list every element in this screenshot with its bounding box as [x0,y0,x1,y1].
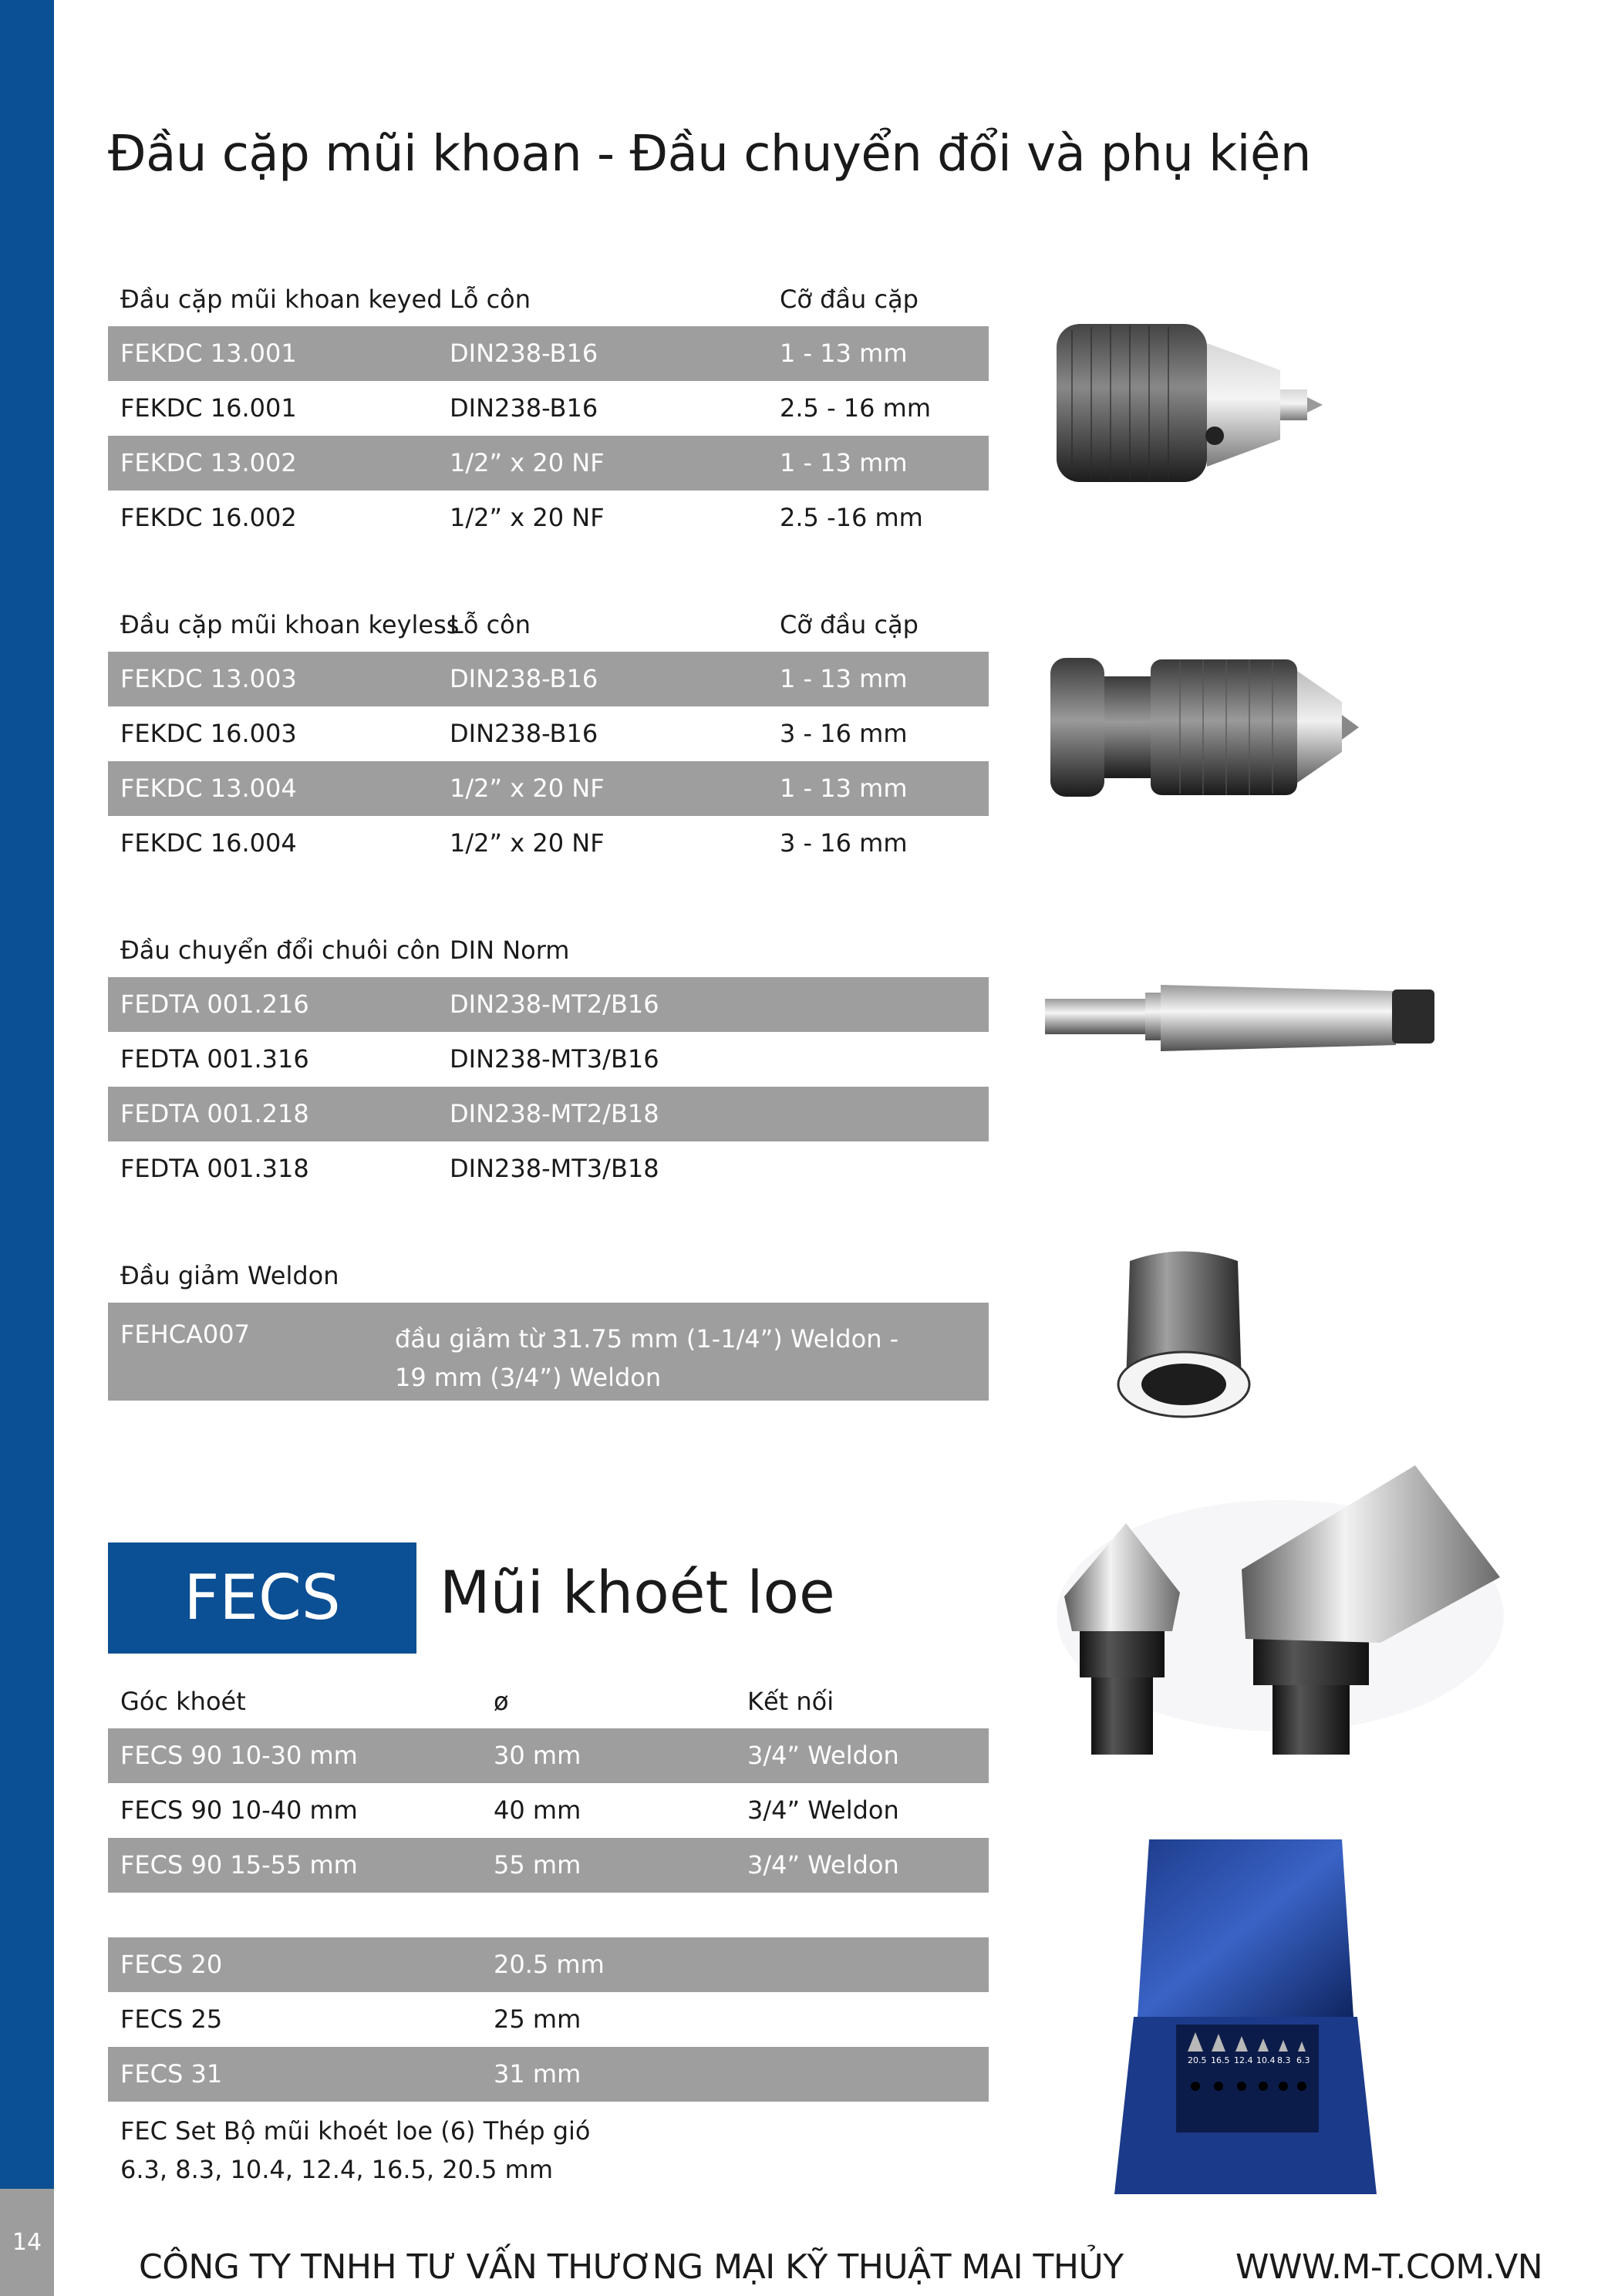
product-code: FEDTA 001.216 [120,990,309,1019]
taper-adapter-image [1041,976,1442,1060]
chuck-size: 1 - 13 mm [780,448,908,477]
product-code: FEKDC 13.001 [120,339,297,368]
product-code: FEKDC 16.002 [120,503,297,532]
page-number: 14 [12,2229,42,2256]
column-header: Đầu cặp mũi khoan keyless [120,610,460,639]
table-header [108,598,989,652]
set-description-line: FEC Set Bộ mũi khoét loe (6) Thép gió [120,2116,591,2146]
table-row [108,2047,989,2102]
chuck-size: 2.5 - 16 mm [780,393,932,423]
product-code: FEKDC 16.003 [120,719,297,748]
footer-company-name: CÔNG TY TNHH TƯ VẤN THƯƠNG MẠI KỸ THUẬT MAI THỦY [139,2247,1124,2287]
chuck-size: 3 - 16 mm [780,828,908,858]
product-description [395,1320,950,1397]
product-code: FECS 90 15-55 mm [120,1850,358,1880]
footer-website[interactable]: WWW.M-T.COM.VN [1235,2247,1543,2287]
product-code: FECS 25 [120,2004,223,2034]
taper-value: 1/2” x 20 NF [450,774,605,803]
diameter: 55 mm [494,1850,581,1880]
table-row [108,436,989,491]
din-norm: DIN238-MT2/B18 [450,1099,659,1128]
countersink-set-box-image [1111,1832,1380,2210]
section-title: Mũi khoét loe [440,1558,835,1627]
table-row [108,706,989,761]
column-header: Cỡ đầu cặp [780,610,919,639]
table-row [108,1783,989,1838]
taper-value: 1/2” x 20 NF [450,503,605,532]
product-code: FEKDC 13.004 [120,774,297,803]
table-row [108,1937,989,1992]
taper-value: DIN238-B16 [450,664,598,693]
table-header [108,1249,989,1303]
diameter: 25 mm [494,2004,581,2034]
taper-value: 1/2” x 20 NF [450,828,605,858]
box-label: 12.4 [1234,2055,1253,2065]
set-description [120,2112,590,2189]
table-row [108,381,989,436]
page-title: Đầu cặp mũi khoan - Đầu chuyển đổi và phụ kiện [108,126,1311,183]
taper-value: DIN238-B16 [450,719,598,748]
connection: 3/4” Weldon [747,1795,899,1825]
table-row [108,761,989,816]
table-row [108,1992,989,2047]
connection: 3/4” Weldon [747,1850,899,1880]
table-row [108,1032,989,1087]
product-code: FEDTA 001.318 [120,1154,309,1183]
description-line: đầu giảm từ 31.75 mm (1-1/4”) Weldon - [395,1324,899,1354]
table-row [108,1728,989,1783]
table-row [108,491,989,545]
box-label: 6.3 [1296,2055,1310,2065]
weldon-reducer-row [108,1303,989,1401]
weldon-reducer-image [1111,1238,1257,1419]
description-line: 19 mm (3/4”) Weldon [395,1363,662,1392]
product-code: FECS 31 [120,2059,223,2089]
table-row [108,977,989,1032]
din-norm: DIN238-MT3/B18 [450,1154,659,1183]
table-header [108,923,989,977]
taper-value: DIN238-B16 [450,339,598,368]
taper-adapter-table [108,923,989,1196]
fecs-badge: FECS [108,1542,416,1654]
connection: 3/4” Weldon [747,1741,899,1770]
table-row [108,1141,989,1196]
box-label: 10.4 [1256,2055,1276,2065]
product-code: FEKDC 13.002 [120,448,297,477]
column-header: Lỗ côn [450,285,531,314]
keyless-chuck-image [1041,644,1365,810]
box-label: 20.5 [1188,2055,1207,2065]
table-row [108,1838,989,1893]
column-header: ø [494,1687,509,1716]
product-code: FEKDC 16.004 [120,828,297,858]
chuck-size: 1 - 13 mm [780,774,908,803]
column-header: Đầu chuyển đổi chuôi côn [120,936,441,965]
table-header [108,1674,989,1728]
chuck-size: 3 - 16 mm [780,719,908,748]
diameter: 20.5 mm [494,1950,605,1979]
table-row [108,652,989,706]
product-code: FEDTA 001.218 [120,1099,309,1128]
din-norm: DIN238-MT2/B16 [450,990,659,1019]
box-label: 8.3 [1277,2055,1291,2065]
box-label: 16.5 [1211,2055,1230,2065]
chuck-size: 1 - 13 mm [780,339,908,368]
table-header [108,272,989,326]
product-code: FEKDC 13.003 [120,664,297,693]
table-row [108,326,989,381]
product-code: FEHCA007 [120,1320,250,1349]
column-header: Cỡ đầu cặp [780,285,919,314]
column-header: Lỗ côn [450,610,531,639]
din-norm: DIN238-MT3/B16 [450,1044,659,1074]
keyless-chuck-table [108,598,989,871]
chuck-size: 1 - 13 mm [780,664,908,693]
weldon-reducer-section [108,1249,989,1303]
diameter: 40 mm [494,1795,581,1825]
diameter: 31 mm [494,2059,581,2089]
table-row [108,1087,989,1141]
taper-value: 1/2” x 20 NF [450,448,605,477]
product-code: FEKDC 16.001 [120,393,297,423]
countersink-bits-image [1049,1462,1512,1766]
countersink-table [108,1674,989,1893]
product-code: FECS 90 10-40 mm [120,1795,358,1825]
section-heading: Đầu giảm Weldon [120,1261,339,1290]
product-code: FECS 90 10-30 mm [120,1741,358,1770]
taper-value: DIN238-B16 [450,393,598,423]
column-header: Góc khoét [120,1687,246,1716]
product-code: FEDTA 001.316 [120,1044,309,1074]
table-row [108,816,989,871]
keyed-chuck-table [108,272,989,545]
side-accent-bar [0,0,54,2296]
product-code: FECS 20 [120,1950,223,1979]
set-description-line: 6.3, 8.3, 10.4, 12.4, 16.5, 20.5 mm [120,2155,554,2184]
countersink-size-table [108,1937,989,2102]
diameter: 30 mm [494,1741,581,1770]
column-header: Kết nối [747,1687,834,1716]
column-header: Đầu cặp mũi khoan keyed [120,285,443,314]
chuck-size: 2.5 -16 mm [780,503,923,532]
keyed-chuck-image [1049,316,1326,494]
column-header: DIN Norm [450,936,570,965]
